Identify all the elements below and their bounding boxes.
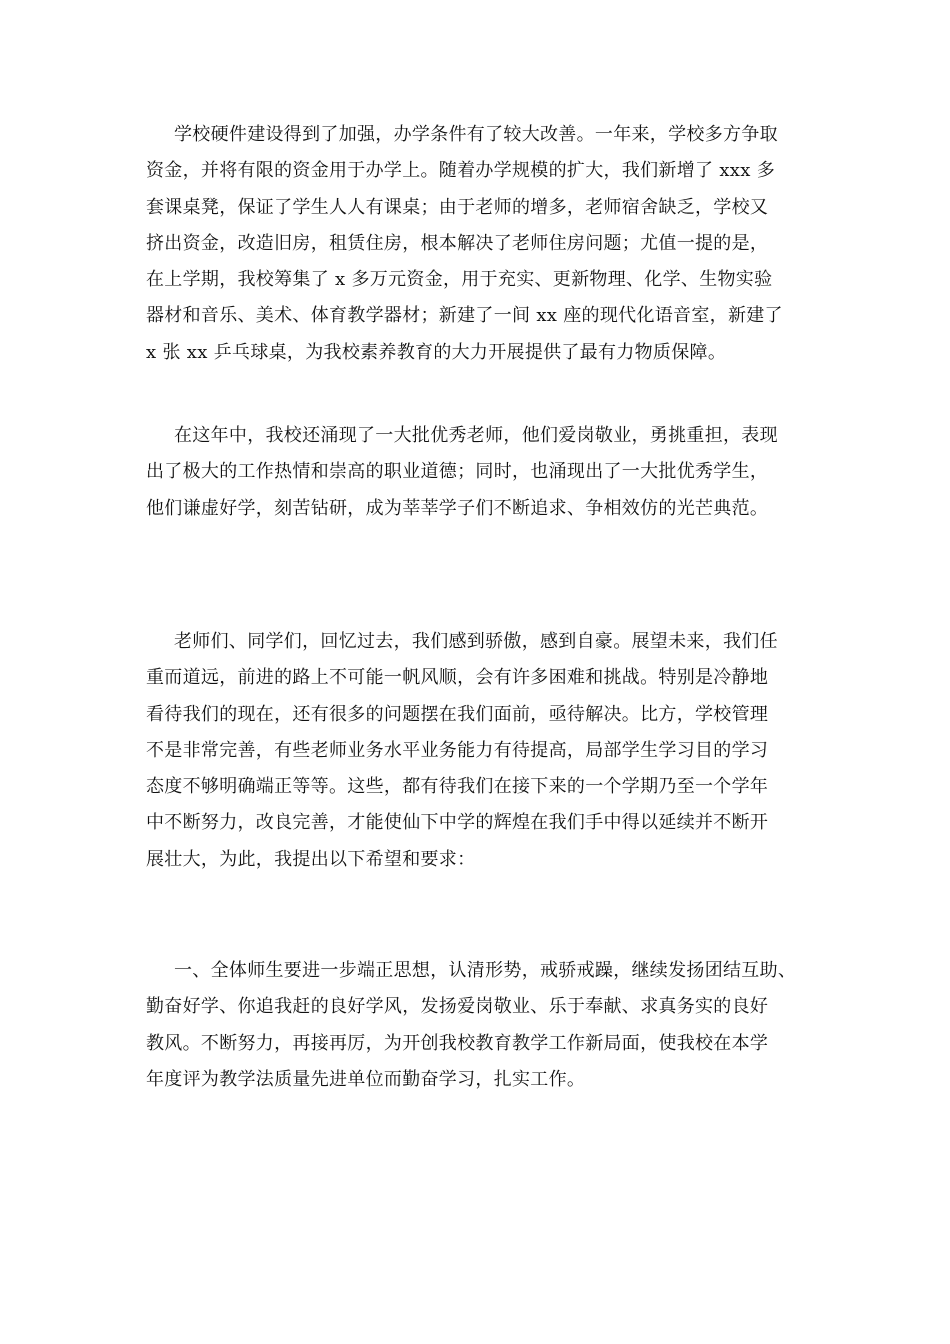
- paragraph-excellent-teachers: [146, 418, 808, 527]
- paragraph-line: 套课桌凳，保证了学生人人有课桌；由于老师的增多，老师宿舍缺乏，学校又: [146, 196, 769, 218]
- paragraph-line: 勤奋好学、你追我赶的良好学风，发扬爱岗敬业、乐于奉献、求真务实的良好: [146, 996, 769, 1018]
- paragraph-line: 展壮大，为此，我提出以下希望和要求：: [146, 848, 476, 870]
- paragraph-line: 老师们、同学们，回忆过去，我们感到骄傲，感到自豪。展望未来，我们任: [174, 631, 778, 652]
- paragraph-line: 挤出资金，改造旧房，租赁住房，根本解决了老师住房问题；尤值一提的是，: [146, 232, 769, 254]
- paragraph-line: x 张 xx 乒乓球桌，为我校素养教育的大力开展提供了最有力物质保障。: [146, 341, 727, 363]
- paragraph-line: 中不断努力，改良完善，才能使仙下中学的辉煌在我们手中得以延续并不断开: [146, 812, 769, 834]
- paragraph-line: 出了极大的工作热情和崇高的职业道德；同时，也涌现出了一大批优秀学生，: [146, 461, 769, 483]
- paragraph-line: 态度不够明确端正等等。这些，都有待我们在接下来的一个学期乃至一个学年: [146, 776, 769, 798]
- paragraph-future-outlook: [146, 624, 808, 878]
- paragraph-requirement-one: [146, 953, 808, 1098]
- paragraph-line: 在这年中，我校还涌现了一大批优秀老师，他们爱岗敬业，勇挑重担，表现: [174, 425, 778, 446]
- paragraph-line: 资金，并将有限的资金用于办学上。随着办学规模的扩大，我们新增了 xxx 多: [146, 160, 775, 182]
- paragraph-line: 学校硬件建设得到了加强，办学条件有了较大改善。一年来，学校多方争取: [174, 124, 778, 145]
- paragraph-hardware-construction: [146, 117, 808, 371]
- paragraph-line: 在上学期，我校筹集了 x 多万元资金，用于充实、更新物理、化学、生物实验: [146, 269, 773, 291]
- paragraph-line: 教风。不断努力，再接再厉，为开创我校教育教学工作新局面，使我校在本学: [146, 1032, 769, 1054]
- paragraph-line: 他们谦虚好学，刻苦钻研，成为莘莘学子们不断追求、争相效仿的光芒典范。: [146, 497, 769, 519]
- paragraph-line: 年度评为教学法质量先进单位而勤奋学习，扎实工作。: [146, 1068, 586, 1090]
- paragraph-line: 看待我们的现在，还有很多的问题摆在我们面前，亟待解决。比方，学校管理: [146, 703, 769, 725]
- paragraph-line: 器材和音乐、美术、体育教学器材；新建了一间 xx 座的现代化语音室，新建了: [146, 305, 783, 327]
- paragraph-line: 一、全体师生要进一步端正思想，认清形势，戒骄戒躁，继续发扬团结互助、: [174, 960, 797, 981]
- paragraph-line: 不是非常完善，有些老师业务水平业务能力有待提高，局部学生学习目的学习: [146, 739, 769, 761]
- paragraph-line: 重而道远，前进的路上不可能一帆风顺，会有许多困难和挑战。特别是冷静地: [146, 667, 769, 689]
